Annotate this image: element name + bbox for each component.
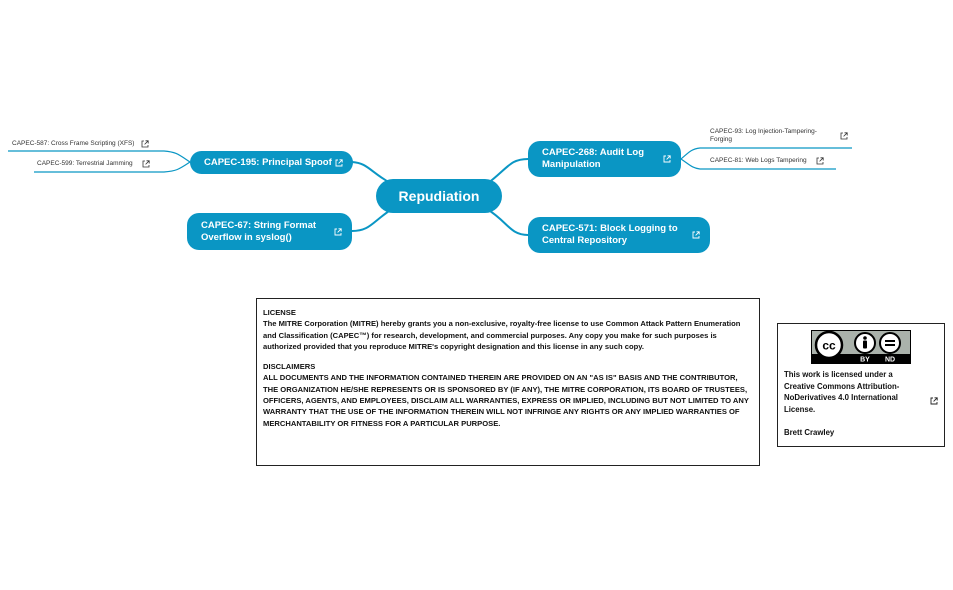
- central-topic-repudiation[interactable]: [376, 179, 502, 213]
- external-link-icon[interactable]: [692, 231, 700, 239]
- central-topic-label: Repudiation: [398, 188, 480, 204]
- external-link-icon[interactable]: [840, 132, 848, 140]
- external-link-icon[interactable]: [142, 160, 150, 168]
- branch-capec-268-label: CAPEC-268: Audit Log Manipulation: [542, 147, 645, 170]
- branch-capec-195-label: CAPEC-195: Principal Spoof: [204, 156, 332, 168]
- leaf-capec-599[interactable]: [37, 160, 150, 168]
- leaf-capec-587-label: CAPEC-587: Cross Frame Scripting (XFS): [12, 140, 135, 147]
- license-body: The MITRE Corporation (MITRE) hereby grants you a non-exclusive, royalty-free license to use Common Attack Pattern Enumeration and Classification (CAPEC™) for research, development, and commercial purposes. Any copy you make for such purposes is authorized provided that you reproduce MITRE's copyright designation and this license in any such copy.: [263, 319, 741, 351]
- external-link-icon[interactable]: [334, 228, 342, 236]
- branch-capec-571[interactable]: [528, 217, 710, 253]
- branch-capec-67-label: CAPEC-67: String Format Overflow in syslog(): [201, 219, 317, 243]
- connector-central-to-capec-571: [487, 209, 528, 235]
- branch-capec-195[interactable]: [190, 151, 353, 174]
- license-box: [256, 298, 760, 466]
- cc-license-box: [777, 323, 945, 447]
- branch-capec-67[interactable]: [187, 213, 352, 250]
- leaf-capec-599-label: CAPEC-599: Terrestrial Jamming: [37, 160, 133, 167]
- branch-capec-571-label: CAPEC-571: Block Logging to Central Repository: [542, 223, 678, 246]
- external-link-icon[interactable]: [816, 157, 824, 165]
- leaf-capec-587[interactable]: [12, 140, 149, 148]
- leaf-capec-93-label: CAPEC-93: Log Injection-Tampering-Forging: [710, 128, 817, 143]
- author-name: Brett Crawley: [784, 428, 835, 437]
- external-link-icon[interactable]: [141, 140, 149, 148]
- external-link-icon[interactable]: [663, 155, 671, 163]
- external-link-icon[interactable]: [930, 397, 938, 405]
- leaf-capec-81[interactable]: [710, 157, 824, 165]
- leaf-capec-93[interactable]: [710, 128, 848, 144]
- connector-central-to-capec-67: [352, 209, 392, 231]
- disclaimers-body: ALL DOCUMENTS AND THE INFORMATION CONTAINED THEREIN ARE PROVIDED ON AN "AS IS" BASIS AND THE CONTRIBUTOR, THE ORGANIZATION HE/SHE REPRESENTS OR IS SPONSORED BY (IF ANY), THE MITRE CORPORATION, ITS BOARD OF TRUSTEES, OFFICERS, AGENTS, AND EMPLOYEES, DISCLAIM ALL WARRANTIES, EXPRESS OR IMPLIED, INCLUDING BUT NOT LIMITED TO ANY WARRANTY THAT THE USE OF THE INFORMATION THEREIN WILL NOT INFRINGE ANY RIGHTS OR ANY IMPLIED WARRANTIES OF MERCHANTABILITY OR FITNESS FOR A PARTICULAR PURPOSE.: [263, 373, 749, 428]
- cc-logo-text: cc: [822, 338, 836, 353]
- license-heading: LICENSE: [263, 308, 296, 317]
- cc-by-nd-badge[interactable]: [811, 330, 911, 364]
- external-link-icon[interactable]: [335, 159, 343, 167]
- branch-capec-268[interactable]: [528, 141, 681, 177]
- cc-by-text: BY: [860, 356, 870, 363]
- leaf-capec-81-label: CAPEC-81: Web Logs Tampering: [710, 157, 807, 164]
- disclaimers-heading: DISCLAIMERS: [263, 362, 316, 372]
- cc-license-text[interactable]: This work is licensed under a Creative Commons Attribution-NoDerivatives 4.0 International License.: [784, 370, 900, 414]
- cc-nd-text: ND: [884, 356, 896, 363]
